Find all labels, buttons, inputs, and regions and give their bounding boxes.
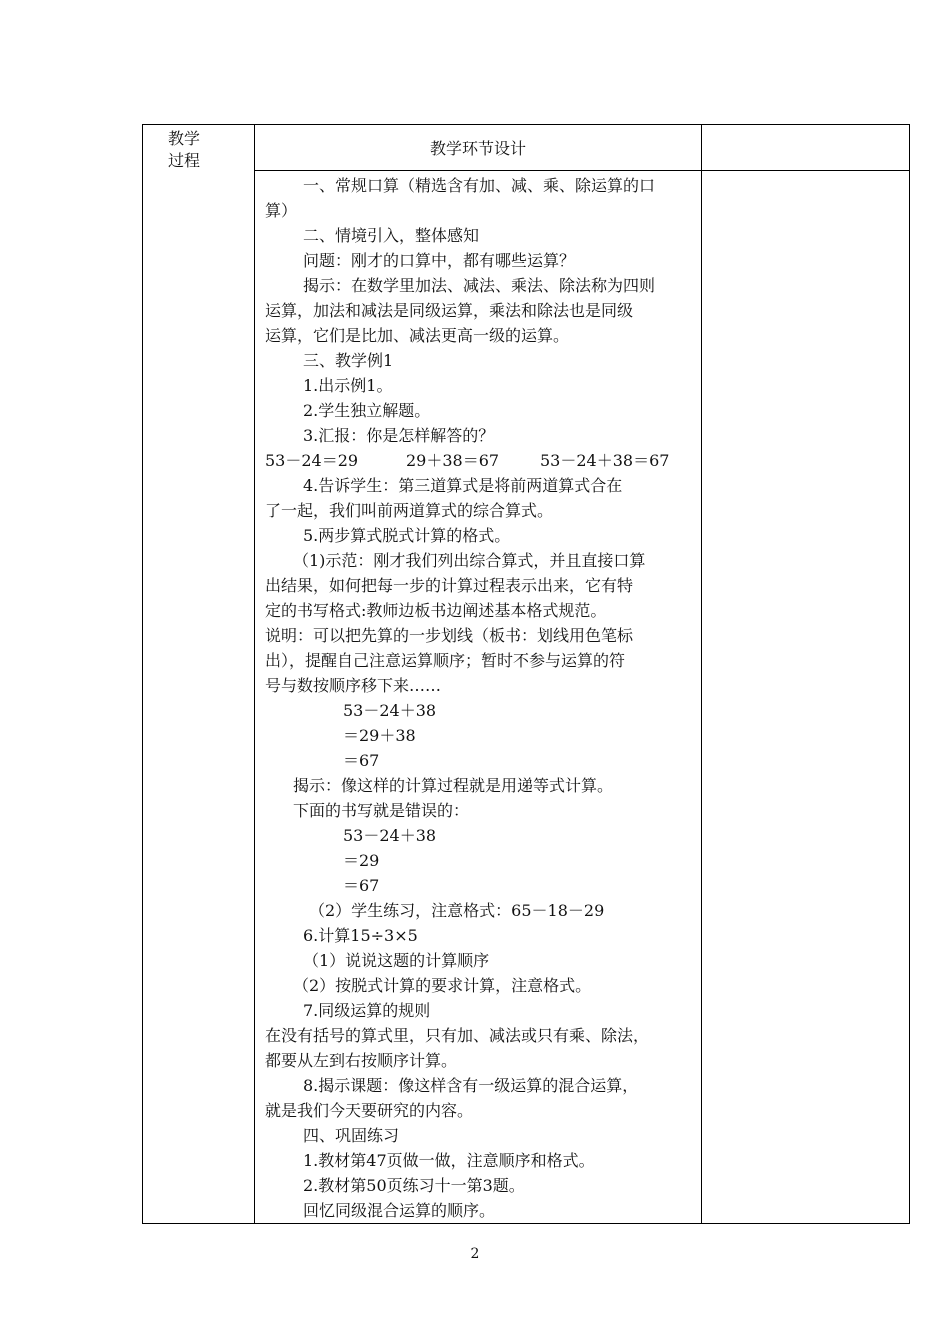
lesson-content-cell (255, 171, 702, 1224)
content-line: 出结果，如何把每一步的计算过程表示出来，它有特 (265, 576, 634, 595)
page-number: 2 (470, 1246, 480, 1262)
content-line: 都要从左到右按顺序计算。 (265, 1051, 458, 1070)
content-line: （2）学生练习，注意格式：65－18－29 (309, 901, 605, 920)
equation: 53－24＋38＝67 (540, 451, 670, 470)
content-line: 算） (265, 201, 298, 220)
lesson-table (142, 124, 910, 1224)
notes-header-cell (702, 125, 910, 171)
content-line: 3.汇报：你是怎样解答的？ (303, 426, 495, 445)
content-line: 二、情境引入，整体感知 (303, 226, 480, 245)
content-line: 定的书写格式:教师边板书边阐述基本格式规范。 (265, 601, 607, 620)
content-line: ＝67 (343, 751, 380, 770)
content-line: 53－24＋38 (343, 701, 437, 720)
content-line: 四、巩固练习 (303, 1126, 400, 1145)
teaching-process-label (143, 125, 255, 1224)
content-line: 6.计算15÷3×5 (303, 926, 418, 945)
notes-column-cell (702, 171, 910, 1224)
equation: 29＋38＝67 (406, 451, 500, 470)
content-line: （1）说说这题的计算顺序 (303, 951, 490, 970)
content-line: 说明：可以把先算的一步划线（板书：划线用色笔标 (265, 626, 634, 645)
content-line: 7.同级运算的规则 (303, 1001, 431, 1020)
content-line: 揭示：在数学里加法、减法、乘法、除法称为四则 (303, 276, 656, 295)
content-line: 1.教材第47页做一做，注意顺序和格式。 (303, 1151, 595, 1170)
content-line: 2.教材第50页练习十一第3题。 (303, 1176, 525, 1195)
content-line: 5.两步算式脱式计算的格式。 (303, 526, 511, 545)
column-title: 教学环节设计 (255, 125, 702, 171)
equations-row (265, 448, 701, 473)
content-line: 4.告诉学生：第三道算式是将前两道算式合在 (303, 476, 623, 495)
content-line: 一、常规口算（精选含有加、减、乘、除运算的口 (303, 176, 656, 195)
content-line: ＝29 (343, 851, 380, 870)
content-line: 三、教学例1 (303, 351, 394, 370)
content-line: 运算，它们是比加、减法更高一级的运算。 (265, 326, 570, 345)
content-line: 号与数按顺序移下来…… (265, 676, 442, 695)
content-line: ＝67 (343, 876, 380, 895)
content-line: 53－24＋38 (343, 826, 437, 845)
content-line: 就是我们今天要研究的内容。 (265, 1101, 474, 1120)
content-line: （1)示范：刚才我们列出综合算式，并且直接口算 (293, 551, 646, 570)
content-line: 了一起，我们叫前两道算式的综合算式。 (265, 501, 554, 520)
content-line: 1.出示例1。 (303, 376, 393, 395)
content-line: （2）按脱式计算的要求计算，注意格式。 (293, 976, 592, 995)
content-line: 8.揭示课题：像这样含有一级运算的混合运算， (303, 1076, 639, 1095)
left-header-line-1: 教学 (168, 129, 201, 148)
content-line: 在没有括号的算式里，只有加、减法或只有乘、除法， (265, 1026, 650, 1045)
content-line: 下面的书写就是错误的： (293, 801, 470, 820)
content-line: 出），提醒自己注意运算顺序；暂时不参与运算的符 (265, 651, 626, 670)
content-line: 运算，加法和减法是同级运算，乘法和除法也是同级 (265, 301, 634, 320)
left-header-line-2: 过程 (168, 151, 201, 170)
content-line: 2.学生独立解题。 (303, 401, 431, 420)
content-line: 问题：刚才的口算中，都有哪些运算？ (303, 251, 576, 270)
content-line: 揭示：像这样的计算过程就是用递等式计算。 (293, 776, 614, 795)
content-line: 回忆同级混合运算的顺序。 (303, 1201, 496, 1220)
equation: 53－24＝29 (265, 451, 359, 470)
content-line: ＝29＋38 (343, 726, 416, 745)
